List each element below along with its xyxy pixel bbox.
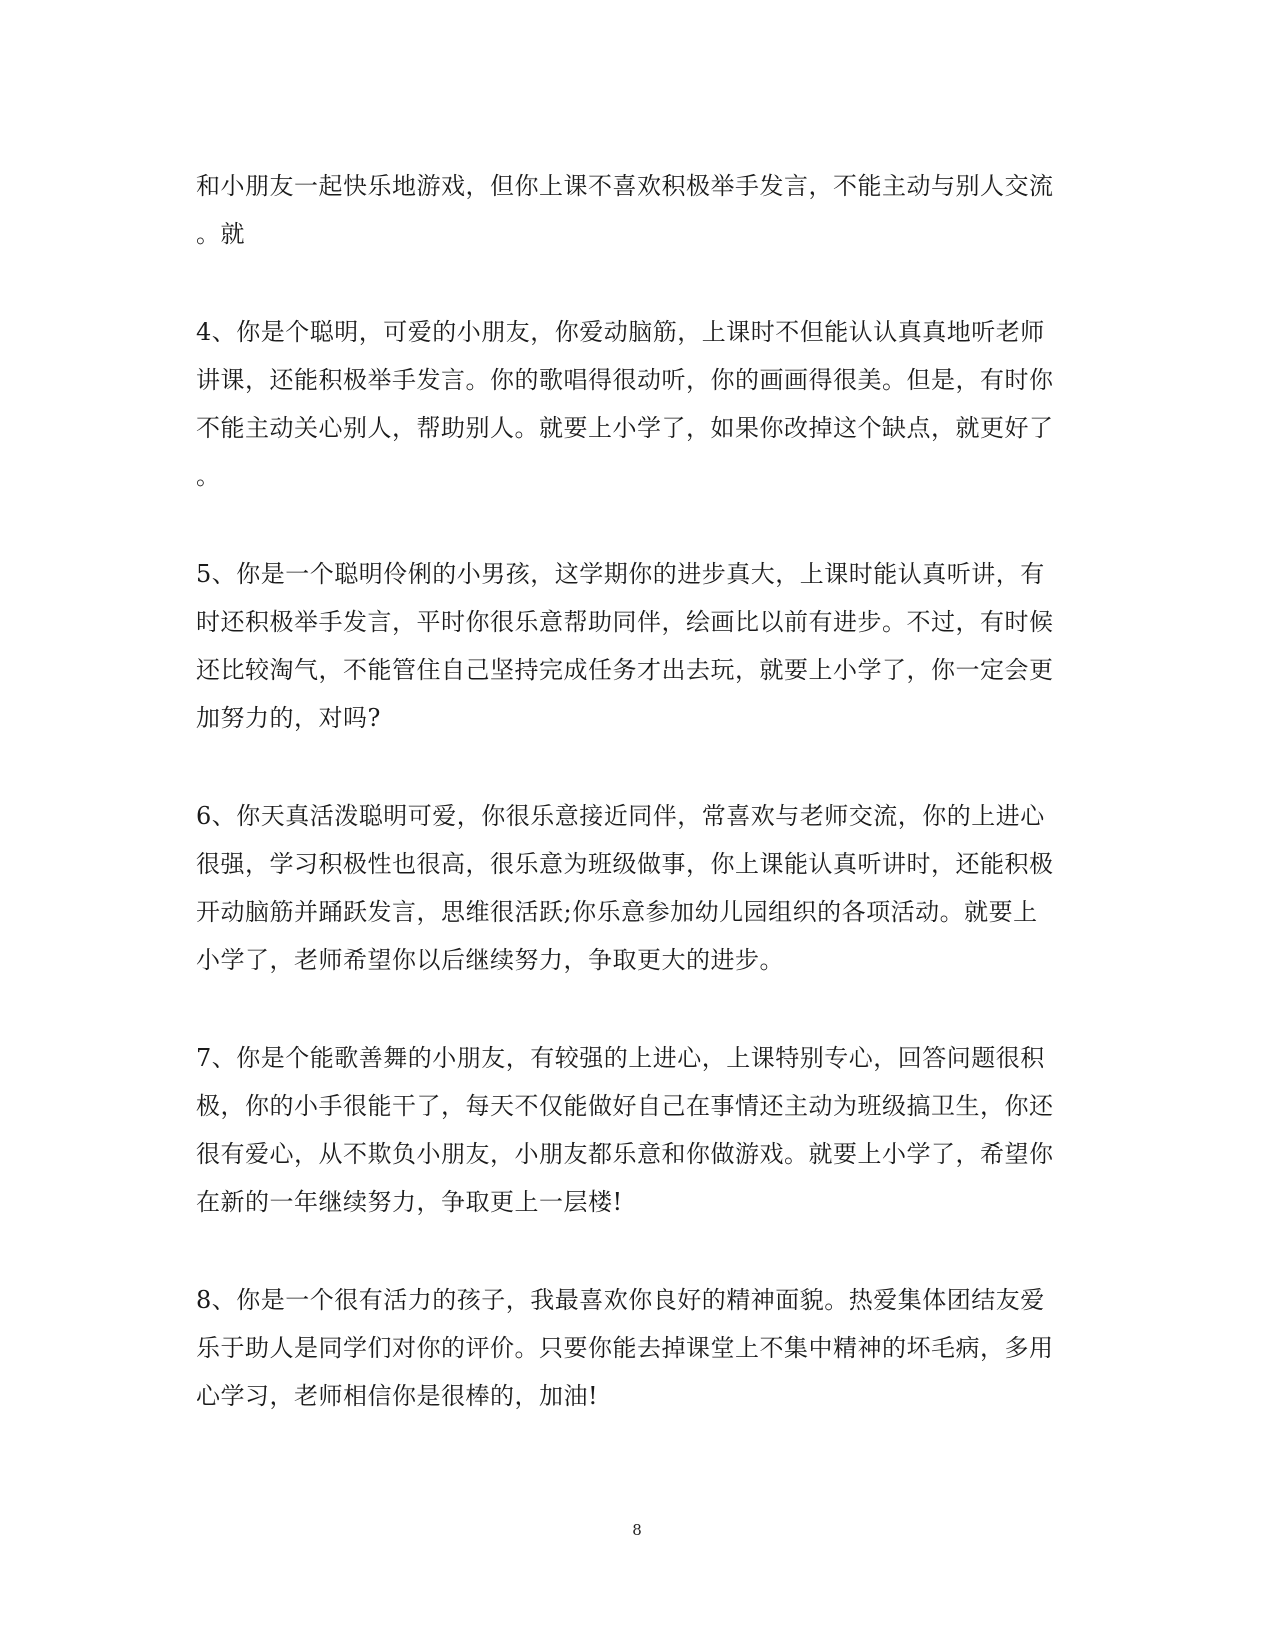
text-line: 心学习，老师相信你是很棒的，加油! xyxy=(196,1382,599,1410)
text-line: 。就 xyxy=(196,220,245,248)
text-line: 极，你的小手很能干了，每天不仅能做好自己在事情还主动为班级搞卫生，你还 xyxy=(196,1092,1054,1120)
text-line: 在新的一年继续努力，争取更上一层楼! xyxy=(196,1188,623,1216)
text-line: 小学了，老师希望你以后继续努力，争取更大的进步。 xyxy=(196,946,784,974)
text-line: 和小朋友一起快乐地游戏，但你上课不喜欢积极举手发言，不能主动与别人交流 xyxy=(196,172,1054,200)
document-body xyxy=(196,162,1076,1470)
page-number: 8 xyxy=(632,1521,642,1539)
text-line: 乐于助人是同学们对你的评价。只要你能去掉课堂上不集中精神的坏毛病，多用 xyxy=(196,1334,1054,1362)
paragraph-comment-8 xyxy=(196,1276,1076,1420)
paragraph-comment-7 xyxy=(196,1034,1076,1226)
text-line: 。 xyxy=(196,462,221,490)
text-line: 4、你是个聪明，可爱的小朋友，你爱动脑筋，上课时不但能认认真真地听老师 xyxy=(196,318,1045,346)
text-line: 时还积极举手发言，平时你很乐意帮助同伴，绘画比以前有进步。不过，有时候 xyxy=(196,608,1054,636)
text-line: 很有爱心，从不欺负小朋友，小朋友都乐意和你做游戏。就要上小学了，希望你 xyxy=(196,1140,1054,1168)
text-line: 8、你是一个很有活力的孩子，我最喜欢你良好的精神面貌。热爱集体团结友爱 xyxy=(196,1286,1045,1314)
text-line: 加努力的，对吗? xyxy=(196,704,381,732)
text-line: 7、你是个能歌善舞的小朋友，有较强的上进心，上课特别专心，回答问题很积 xyxy=(196,1044,1045,1072)
text-line: 6、你天真活泼聪明可爱，你很乐意接近同伴，常喜欢与老师交流，你的上进心 xyxy=(196,802,1045,830)
paragraph-comment-5 xyxy=(196,550,1076,742)
text-line: 还比较淘气，不能管住自己坚持完成任务才出去玩，就要上小学了，你一定会更 xyxy=(196,656,1054,684)
text-line: 不能主动关心别人，帮助别人。就要上小学了，如果你改掉这个缺点，就更好了 xyxy=(196,414,1054,442)
text-line: 开动脑筋并踊跃发言，思维很活跃;你乐意参加幼儿园组织的各项活动。就要上 xyxy=(196,898,1038,926)
paragraph-continued xyxy=(196,162,1076,258)
text-line: 很强，学习积极性也很高，很乐意为班级做事，你上课能认真听讲时，还能积极 xyxy=(196,850,1054,878)
paragraph-comment-4 xyxy=(196,308,1076,500)
text-line: 5、你是一个聪明伶俐的小男孩，这学期你的进步真大，上课时能认真听讲，有 xyxy=(196,560,1045,588)
text-line: 讲课，还能积极举手发言。你的歌唱得很动听，你的画画得很美。但是，有时你 xyxy=(196,366,1054,394)
paragraph-comment-6 xyxy=(196,792,1076,984)
